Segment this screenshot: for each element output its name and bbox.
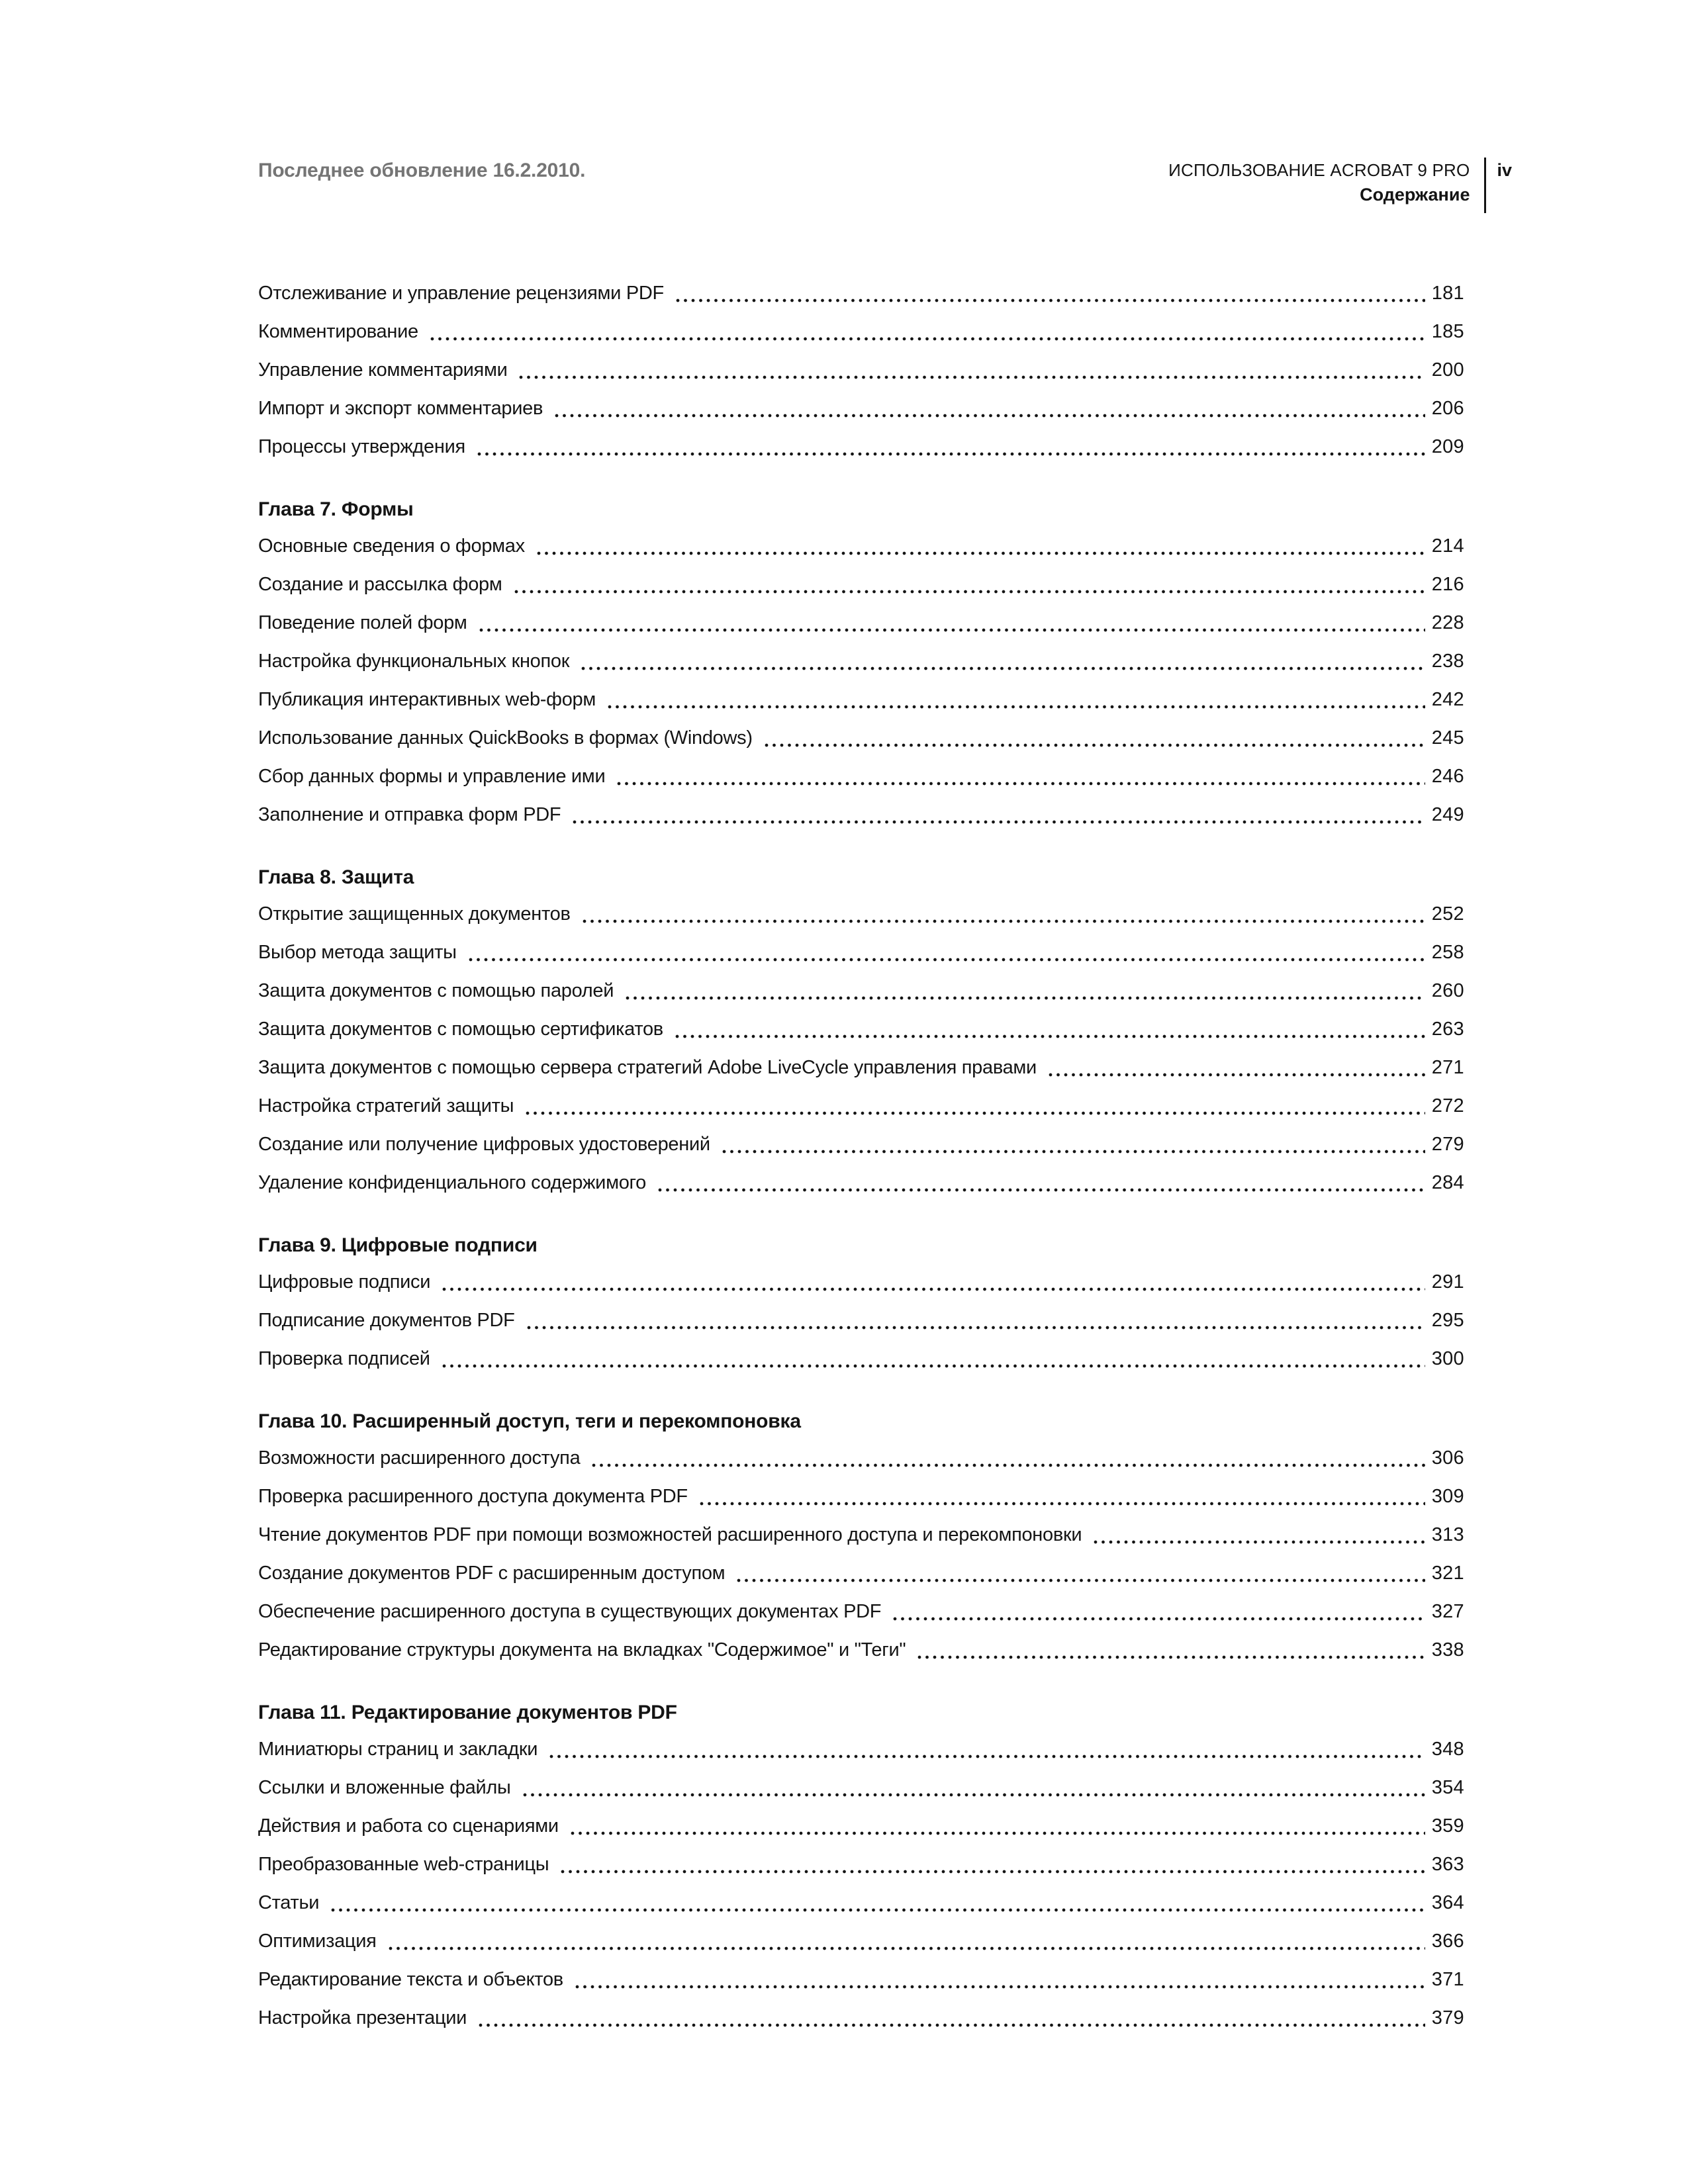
toc-entry-title: Настройка презентации bbox=[258, 2007, 467, 2028]
toc-entry-page: 309 bbox=[1431, 1486, 1464, 1507]
toc-entry[interactable] bbox=[258, 1340, 1464, 1378]
toc-entry[interactable] bbox=[258, 642, 1464, 680]
toc-entry[interactable] bbox=[258, 312, 1464, 351]
toc-entry[interactable] bbox=[258, 1263, 1464, 1301]
toc-entry-page: 363 bbox=[1431, 1854, 1464, 1875]
toc-entry[interactable] bbox=[258, 1631, 1464, 1669]
dot-leader bbox=[676, 298, 1425, 302]
toc-entry[interactable] bbox=[258, 1807, 1464, 1845]
toc-entry[interactable] bbox=[258, 1439, 1464, 1477]
toc-entry-title: Использование данных QuickBooks в формах (Windows) bbox=[258, 727, 753, 749]
toc-entry-title: Проверка расширенного доступа документа PDF bbox=[258, 1486, 688, 1507]
toc-entry-title: Миниатюры страниц и закладки bbox=[258, 1739, 538, 1760]
chapter-heading: Глава 9. Цифровые подписи bbox=[258, 1234, 538, 1256]
doc-title: ИСПОЛЬЗОВАНИЕ ACROBAT 9 PRO bbox=[1168, 160, 1470, 180]
toc-entry-page: 245 bbox=[1431, 727, 1464, 749]
dot-leader bbox=[477, 452, 1425, 456]
toc-entry[interactable] bbox=[258, 1010, 1464, 1048]
toc-entry[interactable] bbox=[258, 274, 1464, 312]
toc-entry[interactable] bbox=[258, 757, 1464, 796]
dot-leader bbox=[722, 1150, 1425, 1154]
toc-entry[interactable] bbox=[258, 389, 1464, 428]
toc-entry-title: Открытие защищенных документов bbox=[258, 903, 571, 925]
toc-entry-title: Чтение документов PDF при помощи возможностей расширенного доступа и перекомпоновки bbox=[258, 1524, 1082, 1545]
toc-entry-title: Защита документов с помощью сервера стратегий Adobe LiveCycle управления правами bbox=[258, 1057, 1037, 1078]
toc-entry-page: 321 bbox=[1431, 1563, 1464, 1584]
toc-entry-page: 364 bbox=[1431, 1892, 1464, 1913]
toc-entry-page: 246 bbox=[1431, 766, 1464, 787]
dot-leader bbox=[893, 1617, 1425, 1621]
toc-entry[interactable] bbox=[258, 604, 1464, 642]
toc-entry-page: 279 bbox=[1431, 1134, 1464, 1155]
toc-entry-title: Сбор данных формы и управление ими bbox=[258, 766, 606, 787]
dot-leader bbox=[700, 1502, 1425, 1506]
toc-entry-title: Процессы утверждения bbox=[258, 436, 465, 457]
header-right-block bbox=[1168, 159, 1470, 208]
toc-entry[interactable] bbox=[258, 1960, 1464, 1999]
toc-entry-title: Настройка стратегий защиты bbox=[258, 1095, 514, 1116]
toc-entry-page: 214 bbox=[1431, 535, 1464, 557]
toc-entry[interactable] bbox=[258, 1592, 1464, 1631]
toc-entry[interactable] bbox=[258, 972, 1464, 1010]
toc-entry-page: 348 bbox=[1431, 1739, 1464, 1760]
toc-section bbox=[258, 1696, 1464, 2037]
dot-leader bbox=[442, 1287, 1425, 1291]
toc-entry-page: 359 bbox=[1431, 1815, 1464, 1837]
toc-entry[interactable] bbox=[258, 1301, 1464, 1340]
toc-entry-page: 263 bbox=[1431, 1019, 1464, 1040]
toc-entry-page: 238 bbox=[1431, 651, 1464, 672]
toc-section bbox=[258, 1228, 1464, 1378]
dot-leader bbox=[514, 590, 1425, 594]
dot-leader bbox=[331, 1908, 1425, 1912]
toc-entry[interactable] bbox=[258, 1768, 1464, 1807]
toc-entry-page: 228 bbox=[1431, 612, 1464, 633]
toc-entry-page: 206 bbox=[1431, 398, 1464, 419]
toc-entry-page: 271 bbox=[1431, 1057, 1464, 1078]
toc-entry-title: Создание документов PDF с расширенным доступом bbox=[258, 1563, 726, 1584]
toc-entry-page: 300 bbox=[1431, 1348, 1464, 1369]
dot-leader bbox=[523, 1793, 1425, 1797]
toc-entry-title: Обеспечение расширенного доступа в существующих документах PDF bbox=[258, 1601, 882, 1622]
toc-entry[interactable] bbox=[258, 1730, 1464, 1768]
page-header bbox=[258, 159, 1512, 213]
toc bbox=[258, 274, 1464, 2037]
toc-entry-page: 379 bbox=[1431, 2007, 1464, 2028]
toc-entry[interactable] bbox=[258, 680, 1464, 719]
toc-entry-title: Возможности расширенного доступа bbox=[258, 1447, 581, 1469]
page-number: iv bbox=[1497, 160, 1512, 180]
toc-entry-page: 327 bbox=[1431, 1601, 1464, 1622]
toc-entry-title: Поведение полей форм bbox=[258, 612, 467, 633]
dot-leader bbox=[479, 2023, 1425, 2027]
dot-leader bbox=[527, 1326, 1425, 1330]
toc-entry[interactable] bbox=[258, 527, 1464, 565]
toc-entry-title: Удаление конфиденциального содержимого bbox=[258, 1172, 647, 1193]
toc-entry-page: 366 bbox=[1431, 1931, 1464, 1952]
toc-entry-title: Создание или получение цифровых удостоверений bbox=[258, 1134, 710, 1155]
toc-entry-page: 371 bbox=[1431, 1969, 1464, 1990]
toc-entry-page: 272 bbox=[1431, 1095, 1464, 1116]
toc-entry[interactable] bbox=[258, 1554, 1464, 1592]
toc-entry-page: 181 bbox=[1431, 283, 1464, 304]
toc-entry[interactable] bbox=[258, 1125, 1464, 1163]
toc-entry-title: Оптимизация bbox=[258, 1931, 377, 1952]
dot-leader bbox=[573, 820, 1425, 824]
toc-entry-title: Ссылки и вложенные файлы bbox=[258, 1777, 511, 1798]
toc-entry-title: Защита документов с помощью паролей bbox=[258, 980, 614, 1001]
toc-entry[interactable] bbox=[258, 428, 1464, 466]
toc-entry-title: Импорт и экспорт комментариев bbox=[258, 398, 543, 419]
toc-entry-title: Создание и рассылка форм bbox=[258, 574, 502, 595]
dot-leader bbox=[469, 958, 1425, 962]
toc-entry-title: Подписание документов PDF bbox=[258, 1310, 515, 1331]
dot-leader bbox=[537, 551, 1425, 555]
chapter-heading: Глава 11. Редактирование документов PDF bbox=[258, 1702, 677, 1723]
toc-entry-page: 338 bbox=[1431, 1639, 1464, 1661]
dot-leader bbox=[389, 1946, 1425, 1950]
dot-leader bbox=[479, 628, 1425, 632]
toc-entry-page: 242 bbox=[1431, 689, 1464, 710]
toc-entry[interactable] bbox=[258, 719, 1464, 757]
toc-entry[interactable] bbox=[258, 1999, 1464, 2037]
dot-leader bbox=[1049, 1073, 1425, 1077]
toc-entry-title: Редактирование текста и объектов bbox=[258, 1969, 563, 1990]
toc-entry-title: Настройка функциональных кнопок bbox=[258, 651, 570, 672]
dot-leader bbox=[617, 782, 1425, 786]
section-label: Содержание bbox=[1360, 185, 1470, 205]
toc-entry-page: 295 bbox=[1431, 1310, 1464, 1331]
toc-section bbox=[258, 274, 1464, 466]
toc-entry-page: 249 bbox=[1431, 804, 1464, 825]
toc-entry[interactable] bbox=[258, 895, 1464, 933]
toc-entry-title: Защита документов с помощью сертификатов bbox=[258, 1019, 663, 1040]
dot-leader bbox=[581, 666, 1425, 670]
toc-entry-page: 200 bbox=[1431, 359, 1464, 381]
header-divider bbox=[1484, 158, 1486, 213]
toc-entry-title: Основные сведения о формах bbox=[258, 535, 525, 557]
toc-entry-title: Проверка подписей bbox=[258, 1348, 430, 1369]
toc-entry-page: 252 bbox=[1431, 903, 1464, 925]
toc-entry-page: 313 bbox=[1431, 1524, 1464, 1545]
dot-leader bbox=[430, 337, 1425, 341]
toc-entry[interactable] bbox=[258, 1048, 1464, 1087]
toc-entry[interactable] bbox=[258, 1087, 1464, 1125]
chapter-heading: Глава 7. Формы bbox=[258, 498, 414, 520]
dot-leader bbox=[592, 1463, 1425, 1467]
toc-section bbox=[258, 492, 1464, 834]
toc-entry-page: 209 bbox=[1431, 436, 1464, 457]
dot-leader bbox=[626, 996, 1425, 1000]
toc-entry[interactable] bbox=[258, 796, 1464, 834]
toc-entry-title: Выбор метода защиты bbox=[258, 942, 457, 963]
toc-entry[interactable] bbox=[258, 1922, 1464, 1960]
toc-entry[interactable] bbox=[258, 933, 1464, 972]
toc-entry-page: 354 bbox=[1431, 1777, 1464, 1798]
toc-entry-title: Комментирование bbox=[258, 321, 418, 342]
dot-leader bbox=[519, 375, 1425, 379]
dot-leader bbox=[561, 1870, 1425, 1874]
toc-section bbox=[258, 860, 1464, 1202]
dot-leader bbox=[737, 1578, 1425, 1582]
toc-entry[interactable] bbox=[258, 351, 1464, 389]
toc-entry[interactable] bbox=[258, 1516, 1464, 1554]
toc-entry-page: 258 bbox=[1431, 942, 1464, 963]
toc-entry-title: Преобразованные web-страницы bbox=[258, 1854, 549, 1875]
toc-entry-title: Заполнение и отправка форм PDF bbox=[258, 804, 561, 825]
toc-section bbox=[258, 1404, 1464, 1669]
dot-leader bbox=[765, 743, 1425, 747]
toc-entry[interactable] bbox=[258, 1884, 1464, 1922]
toc-entry-title: Действия и работа со сценариями bbox=[258, 1815, 559, 1837]
toc-entry-page: 291 bbox=[1431, 1271, 1464, 1293]
toc-entry-page: 185 bbox=[1431, 321, 1464, 342]
toc-entry[interactable] bbox=[258, 565, 1464, 604]
dot-leader bbox=[583, 919, 1425, 923]
toc-entry-page: 284 bbox=[1431, 1172, 1464, 1193]
toc-entry-title: Редактирование структуры документа на вкладках "Содержимое" и "Теги" bbox=[258, 1639, 906, 1661]
dot-leader bbox=[526, 1111, 1425, 1115]
toc-entry-page: 216 bbox=[1431, 574, 1464, 595]
dot-leader bbox=[917, 1655, 1425, 1659]
dot-leader bbox=[575, 1985, 1425, 1989]
last-update-note: Последнее обновление 16.2.2010. bbox=[258, 159, 586, 181]
dot-leader bbox=[608, 705, 1425, 709]
toc-entry-title: Статьи bbox=[258, 1892, 320, 1913]
dot-leader bbox=[675, 1034, 1425, 1038]
dot-leader bbox=[555, 414, 1425, 418]
toc-entry-title: Управление комментариями bbox=[258, 359, 508, 381]
toc-entry-page: 260 bbox=[1431, 980, 1464, 1001]
toc-entry[interactable] bbox=[258, 1477, 1464, 1516]
toc-entry-title: Отслеживание и управление рецензиями PDF bbox=[258, 283, 664, 304]
toc-entry-page: 306 bbox=[1431, 1447, 1464, 1469]
dot-leader bbox=[549, 1754, 1425, 1758]
dot-leader bbox=[571, 1831, 1425, 1835]
chapter-heading: Глава 8. Защита bbox=[258, 866, 414, 888]
dot-leader bbox=[658, 1188, 1425, 1192]
dot-leader bbox=[1094, 1540, 1425, 1544]
chapter-heading: Глава 10. Расширенный доступ, теги и перекомпоновка bbox=[258, 1410, 801, 1432]
toc-entry[interactable] bbox=[258, 1163, 1464, 1202]
toc-entry-title: Цифровые подписи bbox=[258, 1271, 431, 1293]
toc-entry[interactable] bbox=[258, 1845, 1464, 1884]
dot-leader bbox=[442, 1364, 1425, 1368]
toc-entry-title: Публикация интерактивных web-форм bbox=[258, 689, 596, 710]
